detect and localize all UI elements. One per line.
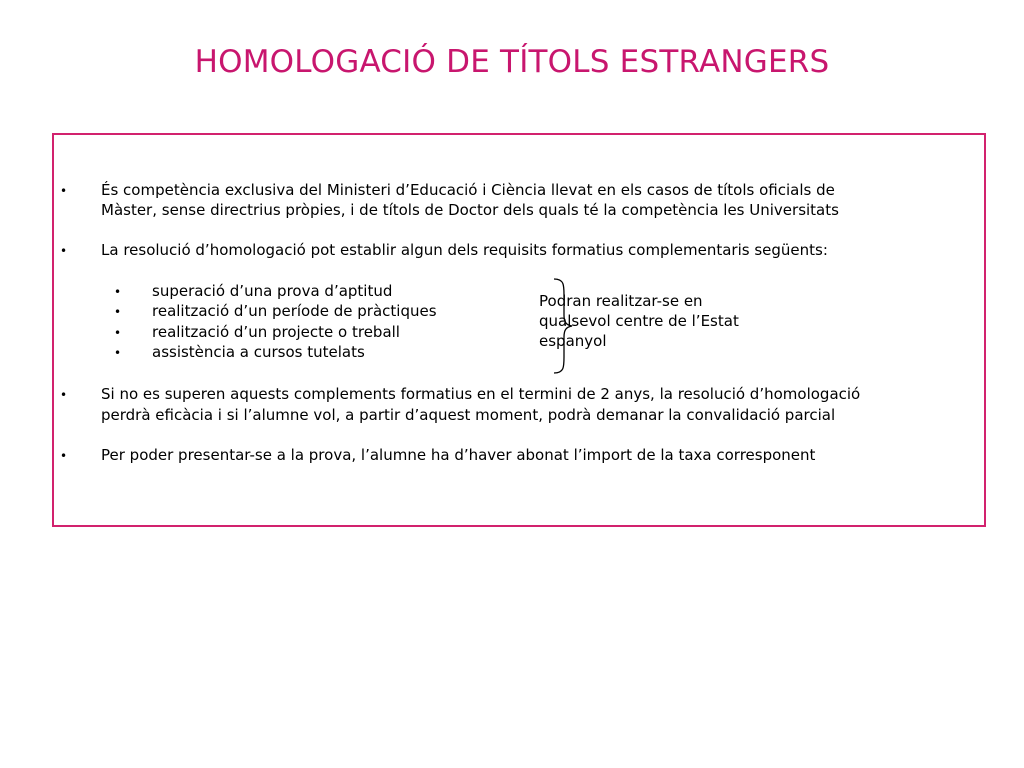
bullet-4-line-1: Per poder presentar-se a la prova, l’alumne ha d’haver abonat l’import de la taxa corresponent [101, 446, 816, 464]
content-box [52, 133, 986, 527]
sub-bullet-2: realització d’un període de pràctiques [152, 302, 437, 320]
sub-bullet-1: superació d’una prova d’aptitud [152, 282, 393, 300]
bullet-3-line-1: Si no es superen aquests complements formatius en el termini de 2 anys, la resolució d’homologació [101, 385, 861, 403]
slide-title: HOMOLOGACIÓ DE TÍTOLS ESTRANGERS [194, 44, 830, 80]
bullet-marker: • [60, 244, 68, 258]
brace-note-line-1: Podran realitzar-se en [539, 292, 703, 310]
bullet-marker: • [60, 388, 68, 402]
bullet-3-line-2: perdrà eficàcia i si l’alumne vol, a partir d’aquest moment, podrà demanar la convalidació parcial [101, 406, 836, 424]
bullet-1-line-1: És competència exclusiva del Ministeri d’Educació i Ciència llevat en els casos de títols oficials de [101, 181, 835, 199]
sub-bullet-marker: • [114, 326, 122, 340]
sub-bullet-marker: • [114, 285, 122, 299]
bullet-marker: • [60, 184, 68, 198]
sub-bullet-4: assistència a cursos tutelats [152, 343, 365, 361]
brace-note-line-2: qualsevol centre de l’Estat [539, 312, 739, 330]
bullet-2-line-1: La resolució d’homologació pot establir algun dels requisits formatius complementaris següents: [101, 241, 828, 259]
bullet-1-line-2: Màster, sense directrius pròpies, i de títols de Doctor dels quals té la competència les Universitats [101, 201, 839, 219]
bullet-marker: • [60, 449, 68, 463]
sub-bullet-3: realització d’un projecte o treball [152, 323, 400, 341]
sub-bullet-marker: • [114, 305, 122, 319]
brace-note-line-3: espanyol [539, 332, 607, 350]
sub-bullet-marker: • [114, 346, 122, 360]
